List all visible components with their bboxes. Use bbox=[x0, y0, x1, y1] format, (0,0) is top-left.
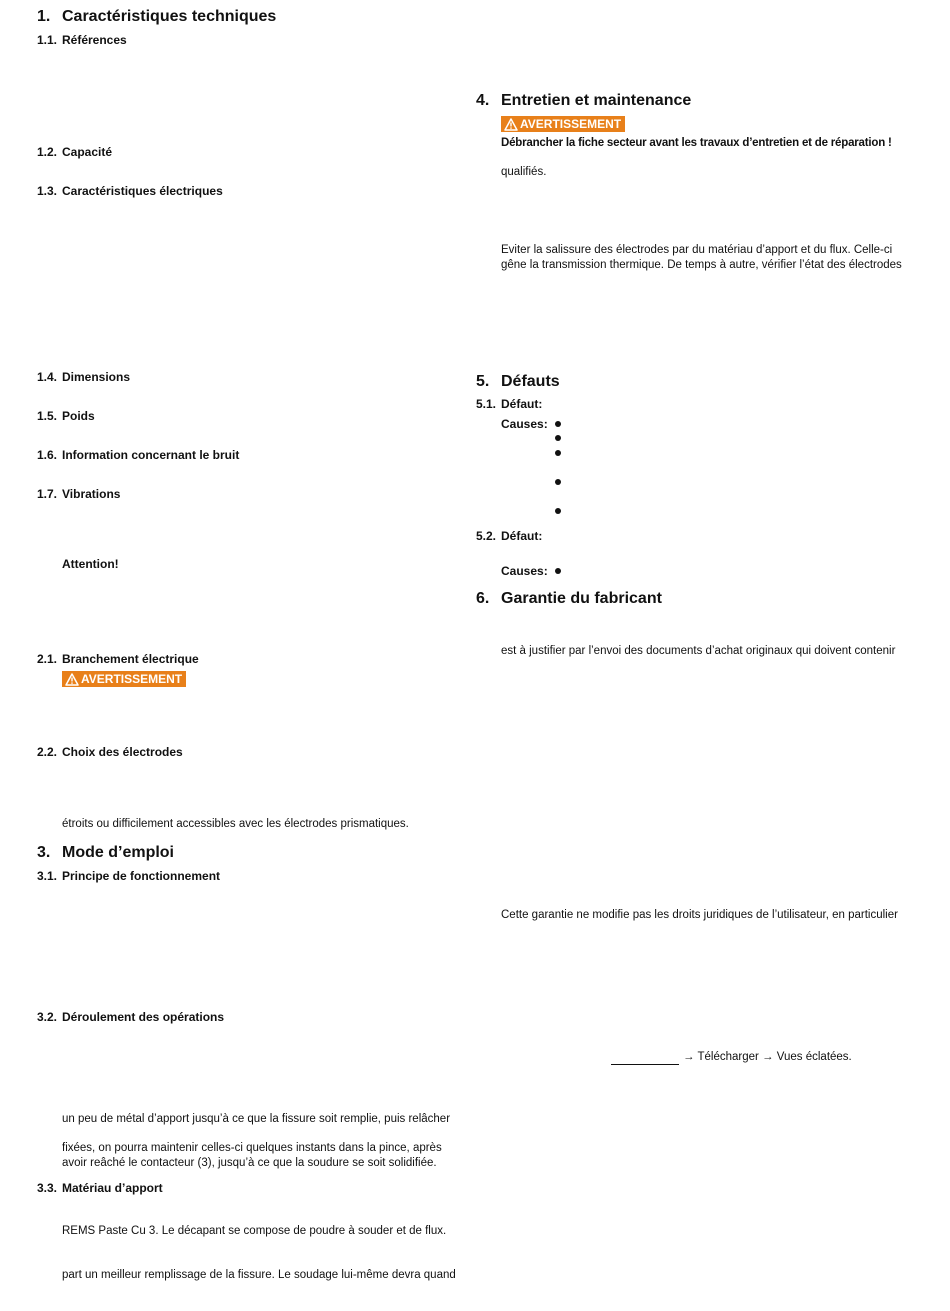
warning-label: AVERTISSEMENT bbox=[520, 117, 622, 131]
warning-triangle-icon bbox=[504, 118, 518, 131]
warning-badge-maintenance bbox=[501, 116, 625, 132]
warning-label: AVERTISSEMENT bbox=[81, 672, 183, 686]
bullet-dot-icon bbox=[555, 435, 561, 441]
bullet-dot-icon bbox=[555, 450, 561, 456]
paragraph-warranty-2: Cette garantie ne modifie pas les droits juridiques de l’utilisateur, en particulier bbox=[501, 909, 898, 921]
paragraph-filler-1: REMS Paste Cu 3. Le décapant se compose de poudre à souder et de flux. bbox=[62, 1225, 447, 1237]
paragraph-electrodes: étroits ou difficilement accessibles avec les électrodes prismatiques. bbox=[62, 818, 409, 830]
bullet-dot-icon bbox=[555, 568, 561, 574]
paragraph-maintenance-2a: Eviter la salissure des électrodes par du matériau d’apport et du flux. Celle-ci bbox=[501, 244, 893, 256]
paragraph-operations-1: un peu de métal d’apport jusqu’à ce que la fissure soit remplie, puis relâcher bbox=[62, 1113, 451, 1125]
bullet-dot-icon bbox=[555, 508, 561, 514]
causes-label-2: Causes: bbox=[501, 564, 548, 578]
paragraph-operations-2a: fixées, on pourra maintenir celles-ci quelques instants dans la pince, après bbox=[62, 1142, 442, 1154]
attention-label: Attention! bbox=[62, 557, 119, 571]
causes-label-1: Causes: bbox=[501, 417, 548, 431]
paragraph-warranty-1: est à justifier par l’envoi des documents d’achat originaux qui doivent contenir bbox=[501, 645, 896, 657]
download-link-underline[interactable] bbox=[611, 1064, 679, 1065]
paragraph-filler-2: part un meilleur remplissage de la fissure. Le soudage lui-même devra quand bbox=[62, 1269, 456, 1281]
bullet-dot-icon bbox=[555, 421, 561, 427]
paragraph-operations-2b: avoir reâché le contacteur (3), jusqu’à ce que la soudure se soit solidifiée. bbox=[62, 1157, 437, 1169]
paragraph-maintenance-2b: gêne la transmission thermique. De temps à autre, vérifier l’état des électrodes bbox=[501, 259, 902, 271]
paragraph-maintenance-1: qualifiés. bbox=[501, 166, 547, 178]
maintenance-unplug-warning: Débrancher la fiche secteur avant les travaux d’entretien et de réparation ! bbox=[501, 137, 892, 149]
warning-triangle-icon bbox=[65, 673, 79, 686]
warning-badge-electrical bbox=[62, 671, 186, 687]
bullet-dot-icon bbox=[555, 479, 561, 485]
download-exploded-views-link[interactable]: → Télécharger → Vues éclatées. bbox=[683, 1051, 852, 1063]
